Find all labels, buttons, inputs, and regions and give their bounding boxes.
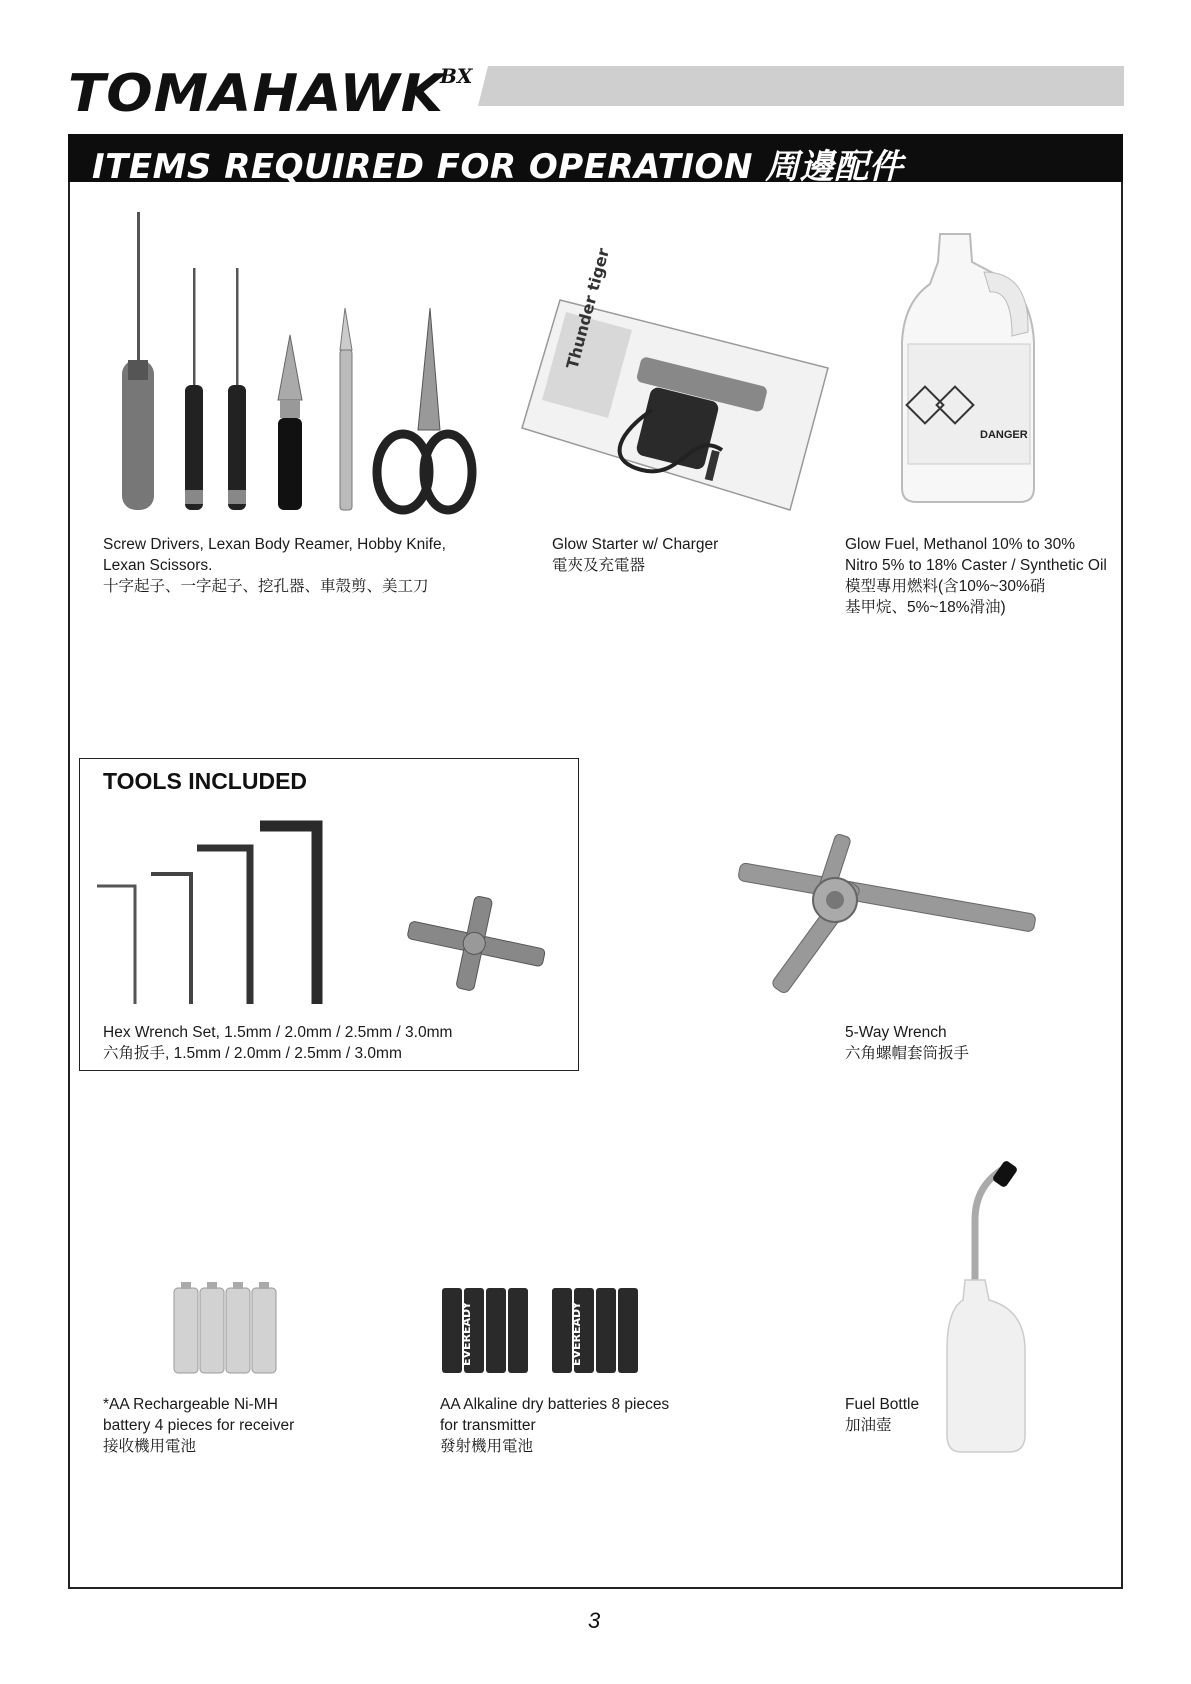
fuel-bottle-caption: Fuel Bottle 加油壺 — [845, 1396, 920, 1434]
tools-included-title: TOOLS INCLUDED — [103, 768, 308, 794]
section-title: ITEMS REQUIRED FOR OPERATION 周邊配件 — [92, 147, 904, 187]
glow-fuel-caption: Glow Fuel, Methanol 10% to 30% Nitro 5% to 18% Caster / Synthetic Oil 模型專用燃料(含10%~30%硝 基甲烷、5%~18%滑油) — [845, 536, 1107, 616]
glow-starter-caption: Glow Starter w/ Charger 電夾及充電器 — [552, 536, 719, 574]
screwdriver-large-icon — [122, 212, 154, 510]
header-bar — [478, 66, 1126, 108]
body-reamer-icon — [278, 335, 302, 510]
brand-logo: TOMAHAWK — [68, 64, 445, 124]
fuel-bottle-image — [945, 1160, 1035, 1460]
hex-wrench-set-image — [95, 818, 355, 1008]
glow-starter-brand: Thunder tiger — [562, 246, 614, 372]
screwdriver-flat-icon — [228, 268, 246, 510]
hobby-knife-icon — [340, 308, 352, 510]
aa-alkaline-caption: AA Alkaline dry batteries 8 pieces for transmitter 發射機用電池 — [440, 1396, 670, 1455]
fuel-jug-label: DANGER — [980, 429, 1028, 441]
hex-wrench-3-0-icon — [260, 826, 317, 1004]
page-number: 3 — [588, 1608, 601, 1633]
cross-wrench-icon — [399, 883, 554, 1004]
battery-rechargeable-icon — [174, 1282, 276, 1373]
battery-alkaline-group-1-icon — [442, 1288, 528, 1373]
fuel-jug-image — [900, 232, 1040, 504]
rechargeable-batteries-image — [172, 1280, 282, 1375]
hex-wrench-2-0-icon — [151, 874, 191, 1004]
hex-wrench-2-5-icon — [197, 848, 250, 1004]
hand-tools-image — [100, 210, 480, 520]
alkaline-batteries-image — [440, 1280, 645, 1375]
aa-rechargeable-caption: *AA Rechargeable Ni-MH battery 4 pieces for receiver 接收機用電池 — [103, 1396, 295, 1455]
fuel-bottle-icon — [947, 1160, 1025, 1452]
brand-logo-badge: BX — [440, 64, 473, 88]
hand-tools-caption: Screw Drivers, Lexan Body Reamer, Hobby Knife, Lexan Scissors. 十字起子、一字起子、挖孔器、車殼剪、美工刀 — [103, 536, 446, 595]
glow-starter-image — [522, 246, 832, 510]
five-way-wrench-icon — [738, 833, 1037, 995]
screwdriver-small-icon — [185, 268, 203, 510]
scissors-icon — [377, 308, 472, 510]
five-way-wrench-image — [735, 832, 1045, 1007]
cross-wrench-image — [405, 895, 550, 995]
battery-brand-label-1: EVEREADY — [460, 1301, 473, 1366]
five-way-wrench-caption: 5-Way Wrench 六角螺帽套筒扳手 — [845, 1024, 970, 1062]
hex-wrench-1-5-icon — [97, 886, 135, 1004]
battery-brand-label-2: EVEREADY — [570, 1301, 583, 1366]
hex-wrench-caption: Hex Wrench Set, 1.5mm / 2.0mm / 2.5mm / 3.0mm 六角扳手, 1.5mm / 2.0mm / 2.5mm / 3.0mm — [103, 1024, 453, 1062]
battery-alkaline-group-2-icon — [552, 1288, 638, 1373]
